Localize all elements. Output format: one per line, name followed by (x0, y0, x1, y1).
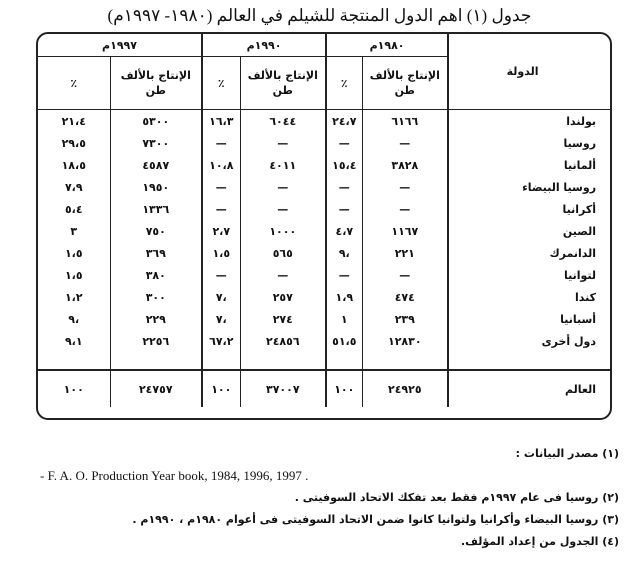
table-row (38, 132, 610, 154)
spacer-cell (362, 352, 448, 370)
year-header-1980: ١٩٨٠م (326, 34, 448, 57)
footnote-1: (١) مصدر البيانات : (515, 447, 619, 460)
production-cell: ٢٢٥٦ (110, 330, 202, 352)
production-cell: — (362, 176, 448, 198)
production-cell: ٣٨٠ (110, 264, 202, 286)
production-cell: ١١٦٧ (362, 220, 448, 242)
percent-cell: — (202, 198, 240, 220)
spacer-cell (240, 352, 326, 370)
production-cell: — (240, 264, 326, 286)
percent-cell: ،٧ (202, 286, 240, 308)
country-cell: الصين (448, 220, 610, 242)
production-cell: ٣٧٠٠٧ (240, 370, 326, 407)
percent-cell: ٢٤،٧ (326, 110, 362, 133)
spacer-cell (110, 352, 202, 370)
percent-cell: — (326, 198, 362, 220)
production-cell: ٢٣٩ (362, 308, 448, 330)
production-cell: ٧٣٠٠ (110, 132, 202, 154)
production-cell: — (240, 198, 326, 220)
production-cell: — (362, 264, 448, 286)
prod-header-1997: الإنتاج بالألف طن (110, 57, 202, 110)
production-cell: ٢٢٩ (110, 308, 202, 330)
percent-cell: ١٠٠ (326, 370, 362, 407)
spacer-cell (448, 352, 610, 370)
prod-header-1980: الإنتاج بالألف طن (362, 57, 448, 110)
country-cell: بولندا (448, 110, 610, 133)
percent-cell: ١٠٠ (38, 370, 110, 407)
percent-cell: ،٩ (326, 242, 362, 264)
percent-cell: — (326, 132, 362, 154)
pct-header-1997: ٪ (70, 76, 78, 90)
table-title: جدول (١) اهم الدول المنتجة للشيلم في العالم (١٩٨٠- ١٩٩٧م) (107, 6, 532, 25)
footnotes (0, 443, 639, 553)
table-row (38, 308, 610, 330)
production-table (38, 34, 610, 407)
percent-cell: ١٠،٨ (202, 154, 240, 176)
percent-cell: ١،٢ (64, 290, 83, 304)
country-cell: أكرانيا (448, 198, 610, 220)
footnote-3: (٣) روسيا البيضاء وأكرانيا ولتوانيا كانوا ضمن الاتحاد السوفيتى فى أعوام ١٩٨٠م ، ١٩٩٠م . (132, 513, 619, 526)
percent-cell: — (202, 132, 240, 154)
table-row (38, 176, 610, 198)
percent-cell: ٦٧،٢ (202, 330, 240, 352)
footnote-2: (٢) روسيا فى عام ١٩٩٧م فقط بعد تفكك الاتحاد السوفيتى . (294, 491, 619, 504)
production-cell: ٣٠٠ (110, 286, 202, 308)
percent-cell: ٩،١ (64, 334, 83, 348)
percent-cell: ،٧ (202, 308, 240, 330)
production-cell: ٢٤٨٥٦ (240, 330, 326, 352)
production-cell: — (240, 132, 326, 154)
production-cell: ٤٠١١ (240, 154, 326, 176)
percent-cell: ٤،٧ (326, 220, 362, 242)
year-header-1990: ١٩٩٠م (202, 34, 326, 57)
percent-cell: ١ (326, 308, 362, 330)
production-cell: — (362, 132, 448, 154)
percent-cell: ٢١،٤ (61, 114, 86, 128)
production-cell: ١٠٠٠ (240, 220, 326, 242)
footnote-source: - F. A. O. Production Year book, 1984, 1996, 1997 . (40, 468, 309, 483)
percent-cell: ،٩ (68, 312, 80, 326)
percent-cell: ٣ (70, 224, 78, 238)
country-cell: لتوانيا (448, 264, 610, 286)
table-row (38, 198, 610, 220)
production-cell: ١٣٣٦ (110, 198, 202, 220)
percent-cell: — (202, 264, 240, 286)
production-cell: ٢٤٩٢٥ (362, 370, 448, 407)
data-table-frame (36, 32, 612, 420)
production-cell: — (240, 176, 326, 198)
production-cell: ٥٦٥ (240, 242, 326, 264)
percent-cell: ١٥،٤ (326, 154, 362, 176)
prod-header-1990: الإنتاج بالألف طن (240, 57, 326, 110)
table-row (38, 110, 610, 133)
percent-cell: ١٨،٥ (61, 158, 86, 172)
year-header-1997: ١٩٩٧م (38, 34, 202, 57)
table-row (38, 220, 610, 242)
production-cell: ٥٣٠٠ (110, 110, 202, 133)
country-cell: أسبانيا (448, 308, 610, 330)
production-cell: ٢٥٧ (240, 286, 326, 308)
percent-cell: ١،٥ (202, 242, 240, 264)
percent-cell: ٥١،٥ (326, 330, 362, 352)
table-row (38, 286, 610, 308)
table-row (38, 242, 610, 264)
world-total-row (38, 370, 610, 407)
percent-cell: ١،٥ (64, 246, 83, 260)
production-cell: ٧٥٠ (110, 220, 202, 242)
country-cell: ألمانيا (448, 154, 610, 176)
production-cell: ٣٨٢٨ (362, 154, 448, 176)
percent-cell: ٢،٧ (202, 220, 240, 242)
production-cell: ٢٧٤ (240, 308, 326, 330)
spacer-cell (38, 352, 110, 370)
country-header: الدولة (448, 34, 610, 110)
country-cell: دول أخرى (448, 330, 610, 352)
percent-cell: ٥،٤ (64, 202, 83, 216)
country-cell: الدانمرك (448, 242, 610, 264)
production-cell: — (362, 198, 448, 220)
spacer-cell (326, 352, 362, 370)
pct-header-1980: ٪ (326, 57, 362, 110)
percent-cell: ٢٩،٥ (61, 136, 86, 150)
spacer-cell (202, 352, 240, 370)
spacer-row (38, 352, 610, 370)
production-cell: ٦٠٤٤ (240, 110, 326, 133)
table-row (38, 154, 610, 176)
production-cell: ٢٤٧٥٧ (110, 370, 202, 407)
table-row (38, 330, 610, 352)
footnote-4: (٤) الجدول من إعداد المؤلف. (460, 535, 619, 548)
percent-cell: ١٠٠ (202, 370, 240, 407)
percent-cell: ١،٥ (64, 268, 83, 282)
production-cell: ٦١٦٦ (362, 110, 448, 133)
table-row (38, 264, 610, 286)
production-cell: ٢٢١ (362, 242, 448, 264)
production-cell: ٤٥٨٧ (110, 154, 202, 176)
production-cell: ٣٦٩ (110, 242, 202, 264)
table-body (38, 110, 610, 408)
country-cell: روسيا البيضاء (448, 176, 610, 198)
country-cell: كندا (448, 286, 610, 308)
production-cell: ١٢٨٣٠ (362, 330, 448, 352)
percent-cell: ١،٩ (326, 286, 362, 308)
country-cell: روسيا (448, 132, 610, 154)
percent-cell: — (202, 176, 240, 198)
production-cell: ٤٧٤ (362, 286, 448, 308)
percent-cell: ١٦،٣ (202, 110, 240, 133)
percent-cell: ٧،٩ (64, 180, 83, 194)
country-cell: العالم (448, 370, 610, 407)
production-cell: ١٩٥٠ (110, 176, 202, 198)
percent-cell: — (326, 176, 362, 198)
percent-cell: — (326, 264, 362, 286)
pct-header-1990: ٪ (202, 57, 240, 110)
